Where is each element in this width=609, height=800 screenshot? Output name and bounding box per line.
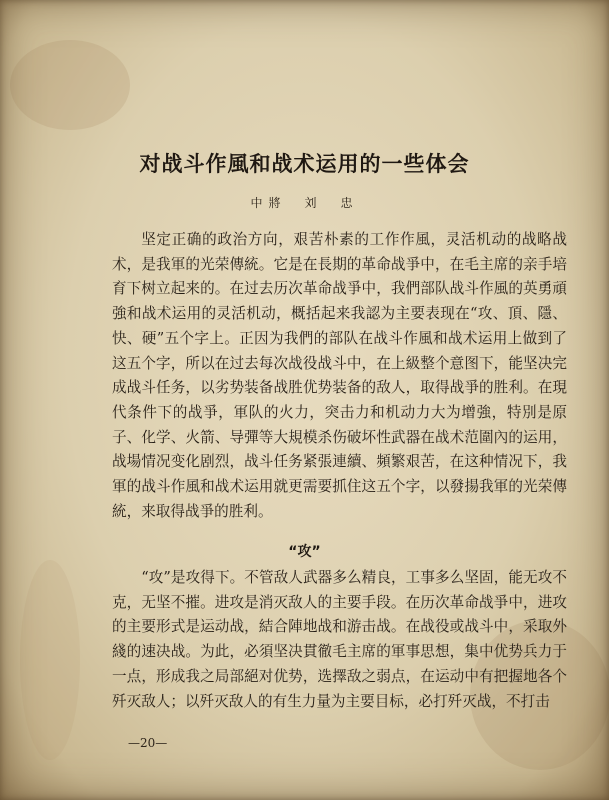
author-byline: 中將 刘 忠 <box>250 196 359 210</box>
paper-stain <box>10 40 130 130</box>
paper-stain <box>20 560 80 760</box>
section-heading: “攻” <box>288 544 321 560</box>
article-title: 对战斗作風和战术运用的一些体会 <box>139 152 470 176</box>
page-number: —20— <box>128 736 168 750</box>
body-paragraph: 坚定正确的政治方向，艰苦朴素的工作作風，灵活机动的战略战术，是我軍的光荣傳統。它是在長期的革命战爭中，在毛主席的亲手培育下树立起来的。在过去历次革命战爭中，我們部队战斗作風的英勇頑強和战术运用的灵活机动，概括起来我認为主要表现在“攻、頂、隱、快、硬”五个字上。正因为我們的部队在战斗作風和战术运用上做到了这五个字，所以在过去每次战役战斗中，在上級整个意图下，能坚决完成战斗任务，以劣势装备战胜优势装备的敌人，取得战爭的胜利。在現代条件下的战爭，軍队的火力，突击力和机动力大为增強，特別是原子、化学、火箭、导彈等大規模杀伤破坏性武器在战术范圍內的运用，战場情况变化剧烈，战斗任务紧張連續、頻繁艰苦，在这种情况下，我軍的战斗作風和战术运用就更需要抓住这五个字，以發揚我軍的光荣傳統，来取得战爭的胜利。 <box>112 231 567 520</box>
body-paragraph: “攻”是攻得下。不管敌人武器多么精良，工事多么坚固，能无攻不克，无坚不摧。进攻是消灭敌人的主要手段。在历次革命战爭中，进攻的主要形式是运动战，結合陣地战和游击战。在战役或战斗中，采取外綫的速决战。为此，必須坚决貫徹毛主席的軍事思想，集中优势兵力于一点，形成我之局部絕对优势，选擇敌之弱点，在运动中有把握地各个歼灭敌人；以歼灭敌人的有生力量为主要目标，必打歼灭战，不打击 <box>112 569 567 710</box>
